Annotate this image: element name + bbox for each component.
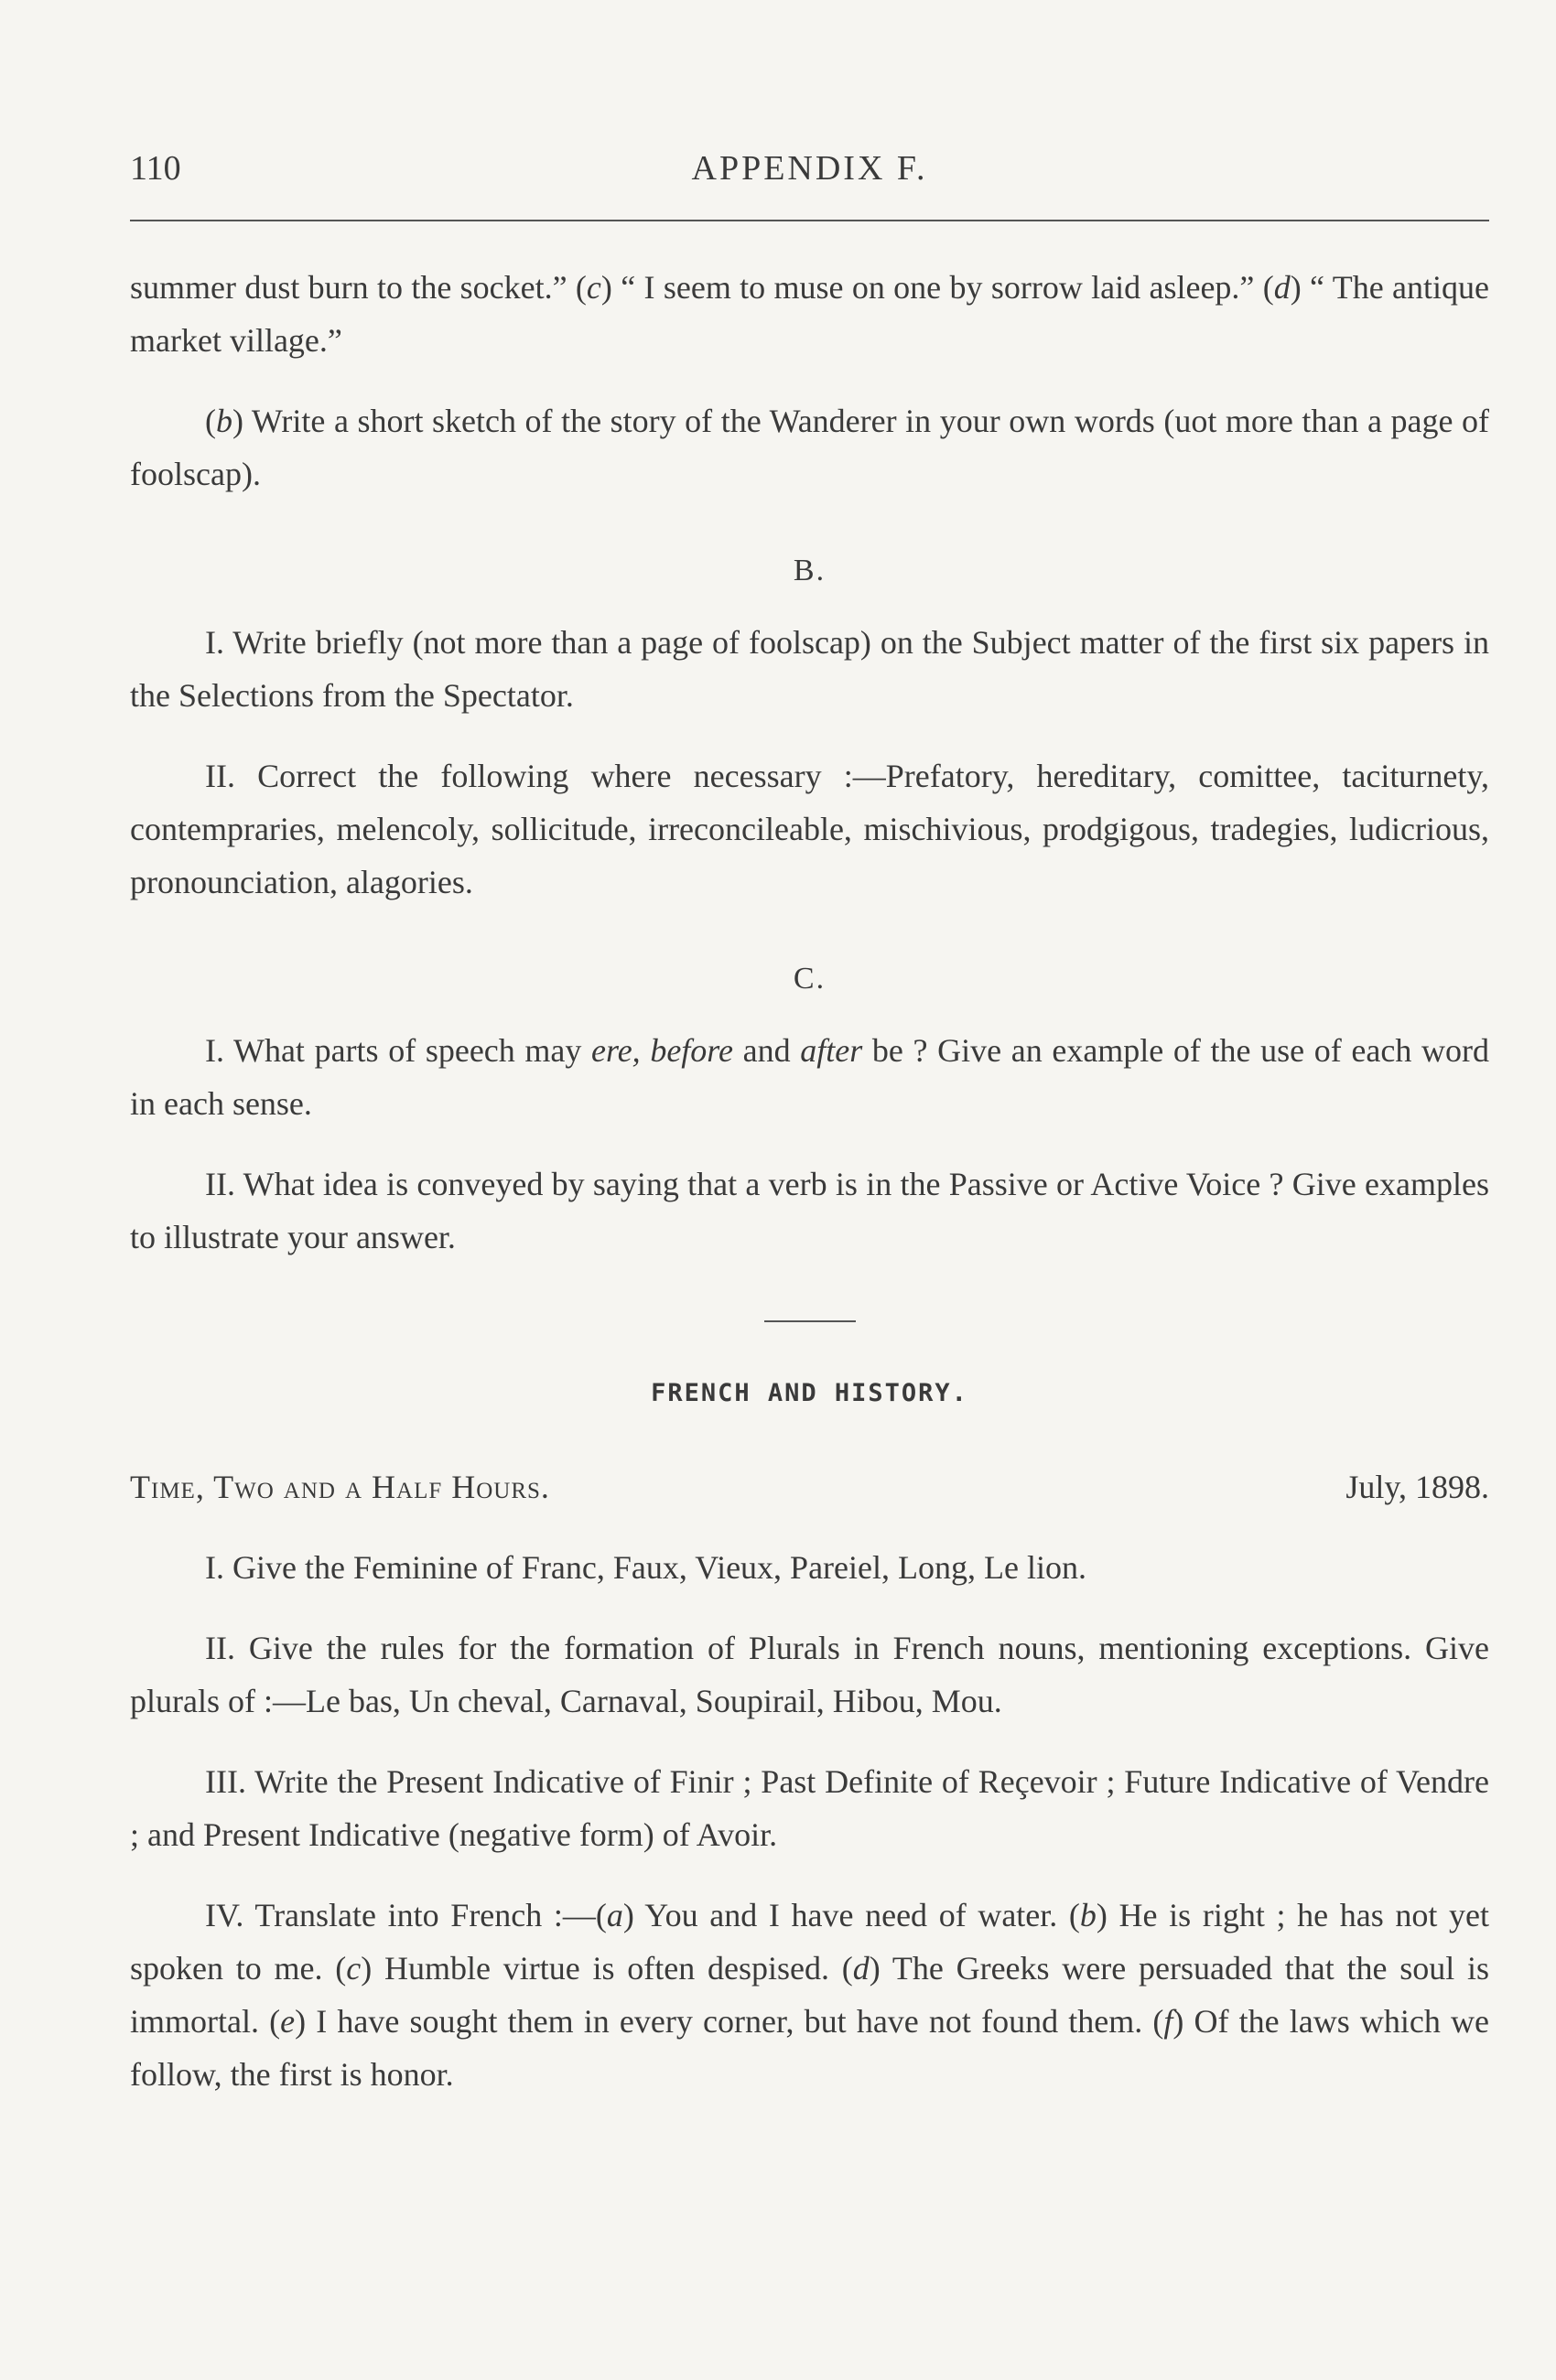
page-content xyxy=(130,261,1489,2101)
section-b-heading: B. xyxy=(793,554,827,587)
english-continued-paragraph: summer dust burn to the socket.” (c) “ I seem to muse on one by sorrow laid asleep.” (d) “ The antique market village.” xyxy=(130,269,1489,359)
header-rule xyxy=(130,220,1489,221)
section-b-question-2: II. Correct the following where necessary :—Prefatory, hereditary, comittee, taciturnety, contempraries, melencoly, sollicitude, irreconcileable, mischivious, prodgigous, tradegies, ludicrious, pronounciation, alagories. xyxy=(130,758,1489,900)
section-b-question-1: I. Write briefly (not more than a page of foolscap) on the Subject matter of the first six papers in the Selections from the Spectator. xyxy=(130,624,1489,714)
section-c-heading: C. xyxy=(793,962,827,996)
exam-time-line xyxy=(130,1460,1489,1513)
page-number: 110 xyxy=(130,149,181,188)
french-question-1: I. Give the Feminine of Franc, Faux, Vieux, Pareiel, Long, Le lion. xyxy=(205,1549,1086,1586)
french-history-title: FRENCH AND HISTORY. xyxy=(651,1379,968,1407)
exam-duration: Time, Two and a Half Hours. xyxy=(130,1469,550,1505)
wanderer-question: (b) Write a short sketch of the story of the Wanderer in your own words (uot more than a page of foolscap). xyxy=(130,403,1489,492)
french-question-4: IV. Translate into French :—(a) You and I have need of water. (b) He is right ; he has not yet spoken to me. (c) Humble virtue is often despised. (d) The Greeks were persuaded that the soul is immortal. (e) I have sought them in every corner, but have not found them. (f) Of the laws which we follow, the first is honor. xyxy=(130,1897,1490,2093)
section-c-question-1: I. What parts of speech may ere, before and after be ? Give an example of the use of each word in each sense. xyxy=(130,1032,1489,1122)
page-header xyxy=(130,148,1489,194)
exam-date: July, 1898. xyxy=(1345,1469,1489,1505)
french-question-2: II. Give the rules for the formation of Plurals in French nouns, mentioning exceptions. Give plurals of :—Le bas, Un cheval, Carnaval, Soupirail, Hibou, Mou. xyxy=(130,1630,1489,1719)
section-c-question-2: II. What idea is conveyed by saying that a verb is in the Passive or Active Voice ? Give examples to illustrate your answer. xyxy=(130,1166,1489,1255)
french-question-3: III. Write the Present Indicative of Finir ; Past Definite of Reçevoir ; Future Indicative of Vendre ; and Present Indicative (negative form) of Avoir. xyxy=(130,1763,1489,1853)
running-head: APPENDIX F. xyxy=(691,149,928,188)
